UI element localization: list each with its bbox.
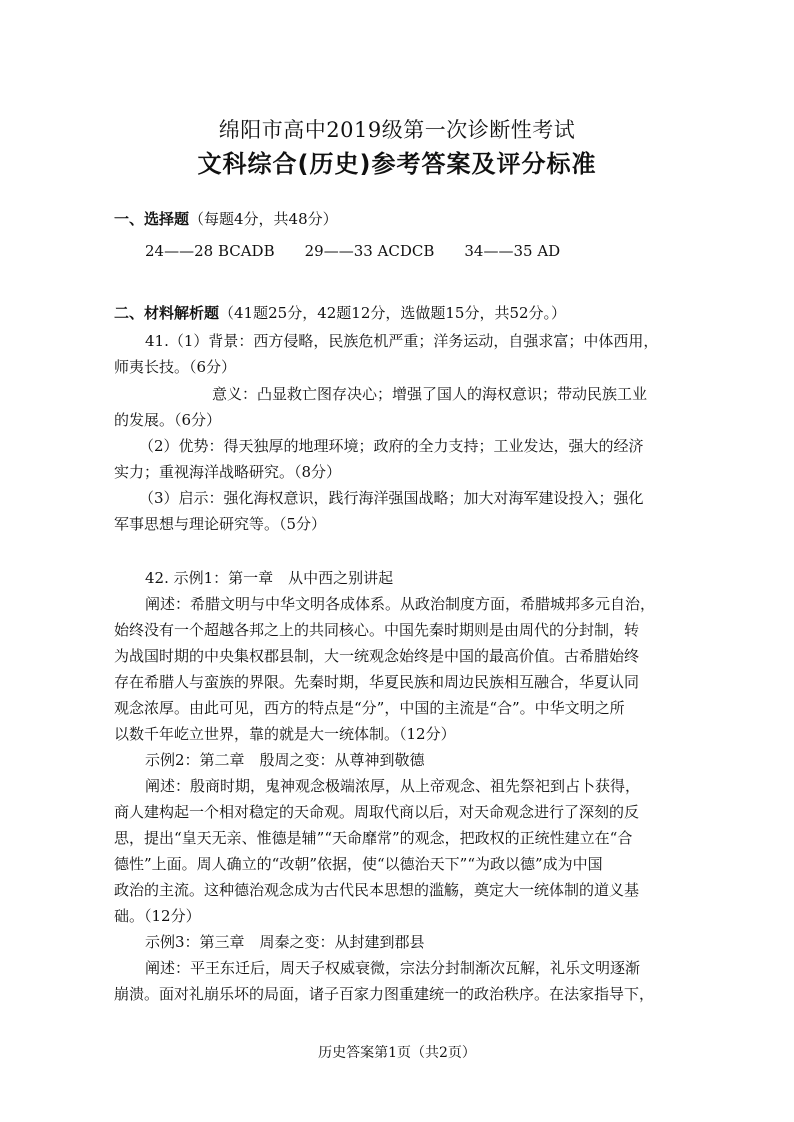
choice-answers: 24——28 BCADB 29——33 ACDCB 34——35 AD: [145, 242, 561, 260]
document-title: 文科综合(历史)参考答案及评分标准: [197, 150, 597, 178]
answer-line: （3）启示：强化海权意识，践行海洋强国战略；加大对海军建设投入；强化: [139, 489, 644, 507]
answer-line: 军事思想与理论研究等。（5分）: [114, 515, 327, 533]
answer-line: 阐述：殷商时期，鬼神观念极端浓厚，从上帝观念、祖先祭祀到占卜获得，: [145, 777, 641, 795]
answer-line: 德性”上面。周人确立的“改朝”依据，使“以德治天下”“为政以德”成为中国: [114, 855, 603, 873]
answer-line: 崩溃。面对礼崩乐坏的局面，诸子百家力图重建统一的政治秩序。在法家指导下，: [114, 985, 655, 1003]
answer-line: 实力；重视海洋战略研究。（8分）: [114, 463, 342, 481]
exam-title: 绵阳市高中2019级第一次诊断性考试: [218, 118, 576, 142]
section1-heading-line: [114, 206, 338, 232]
answer-line: 政治的主流。这种德治观念成为古代民本思想的滥觞，奠定大一统体制的道义基: [114, 881, 640, 899]
answer-line: 意义：凸显救亡图存决心；增强了国人的海权意识；带动民族工业: [212, 385, 648, 403]
answer-line: 以数千年屹立世界，靠的就是大一统体制。（12分）: [114, 725, 456, 743]
answer-line: 观念浓厚。由此可见，西方的特点是“分”，中国的主流是“合”。中华文明之所: [114, 699, 625, 717]
section2-heading-line: [114, 300, 566, 326]
answer-line: 为战国时期的中央集权郡县制，大一统观念始终是中国的最高价值。古希腊始终: [114, 647, 640, 665]
page-footer: 历史答案第1页（共2页）: [318, 1045, 476, 1061]
answer-line: 41.（1）背景：西方侵略，民族危机严重；洋务运动，自强求富；中体西用，: [145, 332, 659, 350]
example-heading: 示例2：第二章 殷周之变：从尊神到敬德: [145, 751, 425, 769]
answer-line: 的发展。（6分）: [114, 411, 222, 429]
answer-line: 阐述：希腊文明与中华文明各成体系。从政治制度方面，希腊城邦多元自治，: [145, 595, 656, 613]
example-heading: 示例3：第三章 周秦之变：从封建到郡县: [145, 933, 425, 951]
answer-line: 思，提出“皇天无亲、惟德是辅”“天命靡常”的观念，把政权的正统性建立在“合: [114, 829, 633, 847]
section1-heading: 一、选择题: [114, 210, 190, 228]
answer-line: 存在希腊人与蛮族的界限。先秦时期，华夏民族和周边民族相互融合，华夏认同: [114, 673, 640, 691]
answer-line: 师夷长技。（6分）: [114, 358, 237, 376]
answer-line: 础。（12分）: [114, 907, 201, 925]
section2-heading: 二、材料解析题: [114, 304, 220, 322]
answer-line: 始终没有一个超越各邦之上的共同核心。中国先秦时期则是由周代的分封制，转: [114, 621, 640, 639]
answer-line: 阐述：平王东迁后，周天子权威衰微，宗法分封制渐次瓦解，礼乐文明逐渐: [145, 959, 641, 977]
example-heading: 42. 示例1：第一章 从中西之别讲起: [145, 569, 394, 587]
section2-note: （41题25分，42题12分，选做题15分，共52分。）: [219, 304, 567, 322]
answer-line: （2）优势：得天独厚的地理环境；政府的全力支持；工业发达，强大的经济: [139, 437, 644, 455]
section1-note: （每题4分，共48分）: [189, 210, 338, 228]
answer-line: 商人建构起一个相对稳定的天命观。周取代商以后，对天命观念进行了深刻的反: [114, 803, 640, 821]
